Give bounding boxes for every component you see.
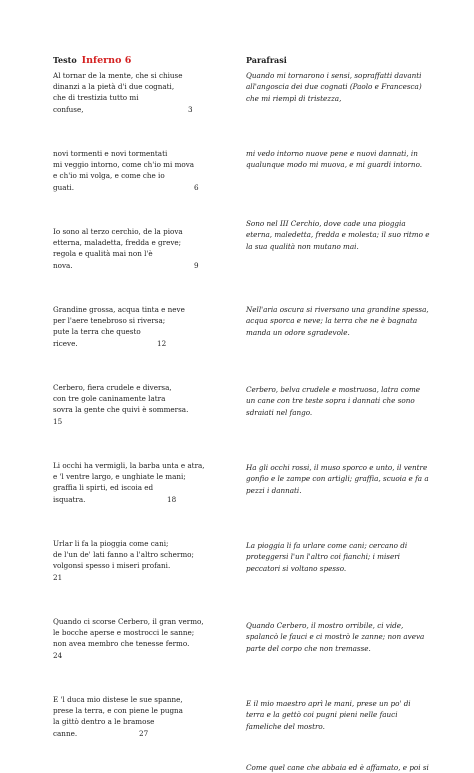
- paraphrase-paragraph: Sono nel III Cerchio, dove cade una pioggia eterna, maledetta, fredda e molesta; il suo ritmo e la sua qualità non mutano mai.: [246, 219, 430, 251]
- verse-line: E 'l duca mio distese le sue spanne,: [53, 695, 183, 704]
- verse-line: pute la terra che questo: [53, 327, 141, 337]
- verse-line: e 'l ventre largo, e unghiate le mani;: [53, 472, 186, 482]
- stanza: [53, 460, 233, 505]
- stanza: [53, 382, 233, 427]
- verse-line: Io sono al terzo cerchio, de la piova: [53, 227, 183, 236]
- verse-line: [53, 416, 233, 427]
- verse-line: [53, 572, 233, 583]
- verse-number: 18: [167, 494, 177, 504]
- verse-number: 27: [139, 728, 149, 738]
- verse-line: regola e qualità mai non l'è: [53, 249, 153, 259]
- verse-number: 9: [194, 260, 199, 270]
- verse-number: 12: [157, 338, 167, 348]
- stanza: [53, 148, 233, 193]
- verse-number: 21: [53, 572, 63, 582]
- verse-line: con tre gole caninamente latra: [53, 394, 166, 404]
- stanza: [53, 694, 233, 739]
- verse-line: per l'aere tenebroso si riversa;: [53, 316, 166, 326]
- verse-line: novi tormenti e novi tormentati: [53, 149, 168, 158]
- stanza: [53, 304, 233, 349]
- paraphrase-paragraph: Nell'aria oscura si riversano una grandine spessa, acqua sporca e neve; la terra che ne è bagnata manda un odore sgradevole.: [246, 305, 429, 337]
- verse-line: nova.: [53, 260, 73, 270]
- verse-line: non avea membro che tenesse fermo.: [53, 639, 190, 649]
- verse-line: prese la terra, e con piene le pugna: [53, 706, 183, 716]
- verse-line: sovra la gente che quivi è sommersa.: [53, 405, 189, 415]
- verse-line: etterna, maladetta, fredda e greve;: [53, 238, 182, 248]
- paraphrase-paragraph: Come quel cane che abbaia ed è affamato, e poi si: [246, 763, 429, 772]
- verse-line: Cerbero, fiera crudele e diversa,: [53, 383, 172, 392]
- verse-line: Urlar li fa la pioggia come cani;: [53, 539, 169, 548]
- verse-line: guati.: [53, 182, 74, 192]
- verse-line: e ch'io mi volga, e come che io: [53, 171, 165, 181]
- stanza: [53, 616, 233, 661]
- paraphrase-paragraph: E il mio maestro aprì le mani, prese un po' di terra e la gettò coi pugni pieni nelle fauci fameliche del mostro.: [246, 699, 411, 731]
- verse-line: isquatra.: [53, 494, 86, 504]
- paraphrase-paragraph: Cerbero, belva crudele e mostruosa, latra come un cane con tre teste sopra i dannati che sono sdraiati nel fango.: [246, 385, 421, 417]
- verse-number: 6: [194, 182, 199, 192]
- verse-line: confuse,: [53, 104, 84, 114]
- verse-number: 3: [188, 104, 193, 114]
- verse-number: 24: [53, 650, 63, 660]
- verse-line: Li occhi ha vermigli, la barba unta e atra,: [53, 461, 205, 470]
- paraphrase-paragraph: La pioggia li fa urlare come cani; cercano di proteggersi l'un l'altro coi fianchi; i miseri peccatori si voltano spesso.: [246, 541, 408, 573]
- verse-line: graffia li spirti, ed iscoia ed: [53, 483, 154, 493]
- verse-line: volgonsi spesso i miseri profani.: [53, 561, 171, 571]
- verse-line: dinanzi a la pietà d'i due cognati,: [53, 82, 175, 92]
- verse-line: che di trestizia tutto mi: [53, 93, 139, 103]
- original-text-column: [53, 54, 228, 738]
- paraphrase-heading: Parafrasi: [246, 55, 287, 65]
- stanza: [53, 226, 233, 271]
- verse-line: Quando ci scorse Cerbero, il gran vermo,: [53, 617, 204, 626]
- verse-line: Al tornar de la mente, che si chiuse: [53, 71, 183, 80]
- text-heading-label: Testo: [53, 55, 77, 65]
- verse-line: la gittò dentro a le bramose: [53, 717, 155, 727]
- text-heading: [53, 54, 228, 70]
- stanza: [53, 70, 233, 115]
- verse-line: canne.: [53, 728, 78, 738]
- paraphrase-paragraph: Quando Cerbero, il mostro orribile, ci vide, spalancò le fauci e ci mostrò le zanne; non aveva parte del corpo che non tremasse.: [246, 621, 425, 653]
- verse-line: riceve.: [53, 338, 78, 348]
- verse-line: [53, 650, 233, 661]
- verse-line: le bocche aperse e mostrocci le sanne;: [53, 628, 195, 638]
- paraphrase-paragraph: Quando mi tornarono i sensi, sopraffatti davanti all'angoscia dei due cognati (Paolo e Francesca) che mi riempì di tristezza,: [246, 71, 422, 103]
- paraphrase-paragraph: Ha gli occhi rossi, il muso sporco e unto, il ventre gonfio e le zampe con artigli; graffia, scuoia e fa a pezzi i dannati.: [246, 463, 429, 495]
- stanza: [53, 538, 233, 583]
- paraphrase-paragraph: mi vedo intorno nuove pene e nuovi dannati, in qualunque modo mi muova, e mi guardi intorno.: [246, 149, 423, 170]
- verse-line: Grandine grossa, acqua tinta e neve: [53, 305, 185, 314]
- verse-number: 15: [53, 416, 63, 426]
- canto-title: Inferno 6: [81, 55, 132, 66]
- verse-line: de l'un de' lati fanno a l'altro schermo;: [53, 550, 194, 560]
- verse-line: mi veggio intorno, come ch'io mi mova: [53, 160, 195, 170]
- paraphrase-column: [246, 54, 430, 772]
